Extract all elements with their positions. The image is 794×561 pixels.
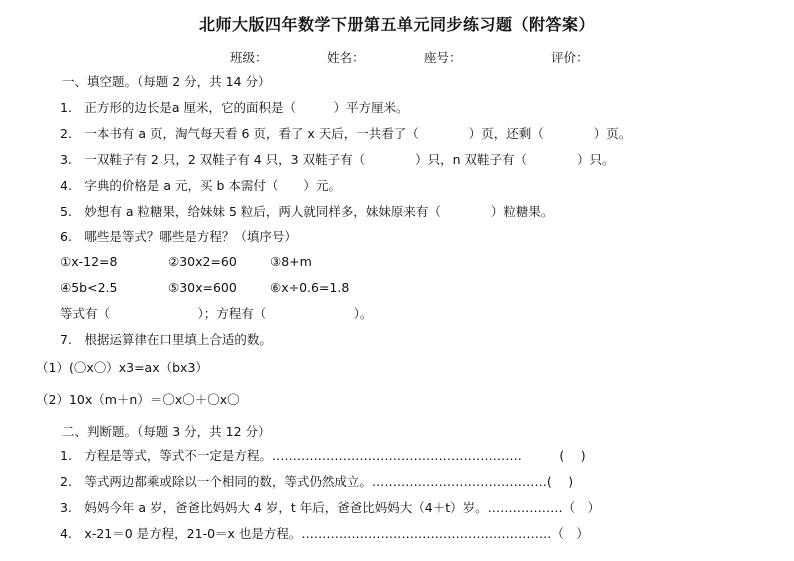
question-2-3: 3. 妈妈今年 a 岁，爸爸比妈妈大 4 岁，t 年后，爸爸比妈妈大（4＋t）岁。………………（ ） [60,500,601,515]
question-1-2: 2. 一本书有 a 页，淘气每天看 6 页，看了 x 天后，一共看了（ ）页，还剩（ ）页。 [60,126,632,141]
equation-item-3: ③8+m [270,254,312,269]
question-1-5: 5. 妙想有 a 粒糖果，给妹妹 5 粒后，两人就同样多，妹妹原来有（ ）粒糖果。 [60,204,554,219]
question-1-3: 3. 一双鞋子有 2 只，2 双鞋子有 4 只，3 双鞋子有（ ）只，n 双鞋子有（ ）只。 [60,152,615,167]
section-heading-true-false: 二、判断题。（每题 3 分，共 12 分） [62,424,271,439]
question-1-7-part-1: （1）(〇x〇）x3=ax（bx3） [36,360,208,375]
equation-item-1: ①x-12=8 [60,254,118,269]
question-1-6-answer: 等式有（ ）；方程有（ ）。 [60,306,373,321]
page-title: 北师大版四年数学下册第五单元同步练习题（附答案） [198,15,595,34]
class-label: 班级： [230,50,268,65]
equation-item-6: ⑥x÷0.6=1.8 [270,280,350,295]
question-1-7-part-2: （2）10x（m＋n）＝〇x〇＋〇x〇 [36,392,240,407]
question-1-1: 1. 正方形的边长是a 厘米，它的面积是（ ）平方厘米。 [60,100,409,115]
question-2-4: 4. x-21＝0 是方程，21-0＝x 也是方程。……………………………………………………（ ） [60,526,589,541]
equation-item-4: ④5b<2.5 [60,280,118,295]
section-heading-fill-blank: 一、填空题。（每题 2 分，共 14 分） [62,74,271,89]
score-label: 评价： [551,50,589,65]
question-1-6: 6. 哪些是等式？哪些是方程？（填序号） [60,229,297,244]
question-1-4: 4. 字典的价格是 a 元，买 b 本需付（ ）元。 [60,178,341,193]
equation-item-5: ⑤30x=600 [168,280,237,295]
seat-label: 座号： [424,50,462,65]
student-info-row [0,48,794,66]
question-2-1: 1. 方程是等式，等式不一定是方程。…………………………………………………… ( ) [60,448,586,463]
equation-item-2: ②30x2=60 [168,254,237,269]
name-label: 姓名： [327,50,365,65]
question-2-2: 2. 等式两边都乘或除以一个相同的数，等式仍然成立。……………………………………( ) [60,474,574,489]
question-1-7: 7. 根据运算律在口里填上合适的数。 [60,332,272,347]
